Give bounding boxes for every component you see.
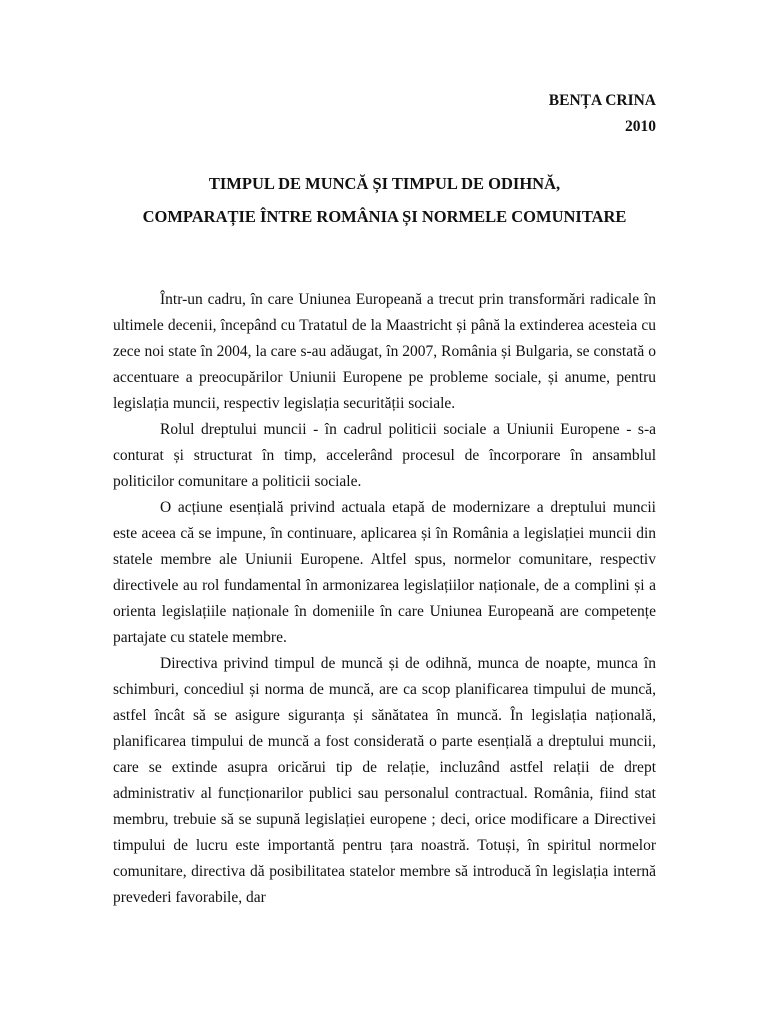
document-title xyxy=(113,167,656,233)
paragraph: Rolul dreptului muncii - în cadrul politicii sociale a Uniunii Europene - s-a conturat și structurat în timp, accelerând procesul de încorporare în ansamblul politicilor comunitare a politicii sociale. xyxy=(113,421,656,490)
document-page xyxy=(113,88,656,911)
paragraph: Într-un cadru, în care Uniunea Europeană a trecut prin transformări radicale în ultimele decenii, începând cu Tratatul de la Maastricht și până la extinderea acesteia cu zece noi state în 2004, la care s-au adăugat, în 2007, România și Bulgaria, se constată o accentuare a preocupărilor Uniunii Europene pe probleme sociale, și anume, pentru legislația muncii, respectiv legislația securității sociale. xyxy=(113,291,656,412)
paragraph: Directiva privind timpul de muncă și de odihnă, munca de noapte, munca în schimburi, concediul și norma de muncă, are ca scop planificarea timpului de muncă, astfel încât să se asigure siguranța și sănătatea în muncă. În legislația națională, planificarea timpului de muncă a fost considerată o parte esențială a dreptului muncii, care se extinde asupra oricărui tip de relație, incluzând astfel relații de drept administrativ al funcționarilor publici sau personalul contractual. România, fiind stat membru, trebuie să se supună legislației europene ; deci, orice modificare a Directivei timpului de lucru este importantă pentru țara noastră. Totuși, în spiritul normelor comunitare, directiva dă posibilitatea statelor membre să introducă în legislația internă prevederi favorabile, dar xyxy=(113,655,656,906)
document-year: 2010 xyxy=(625,118,656,135)
title-line-1: TIMPUL DE MUNCĂ ȘI TIMPUL DE ODIHNĂ, xyxy=(208,174,561,193)
body-text xyxy=(113,287,656,911)
author-block xyxy=(113,88,656,140)
author-name: BENȚA CRINA xyxy=(548,92,656,109)
title-line-2: COMPARAȚIE ÎNTRE ROMÂNIA ȘI NORMELE COMUNITARE xyxy=(142,207,627,226)
paragraph: O acțiune esențială privind actuala etapă de modernizare a dreptului muncii este aceea că se impune, în continuare, aplicarea și în România a legislației muncii din statele membre ale Uniunii Europene. Altfel spus, normelor comunitare, respectiv directivele au rol fundamental în armonizarea legislațiilor naționale, de a complini și a orienta legislațiile naționale în domeniile în care Uniunea Europeană are competențe partajate cu statele membre. xyxy=(113,499,656,646)
